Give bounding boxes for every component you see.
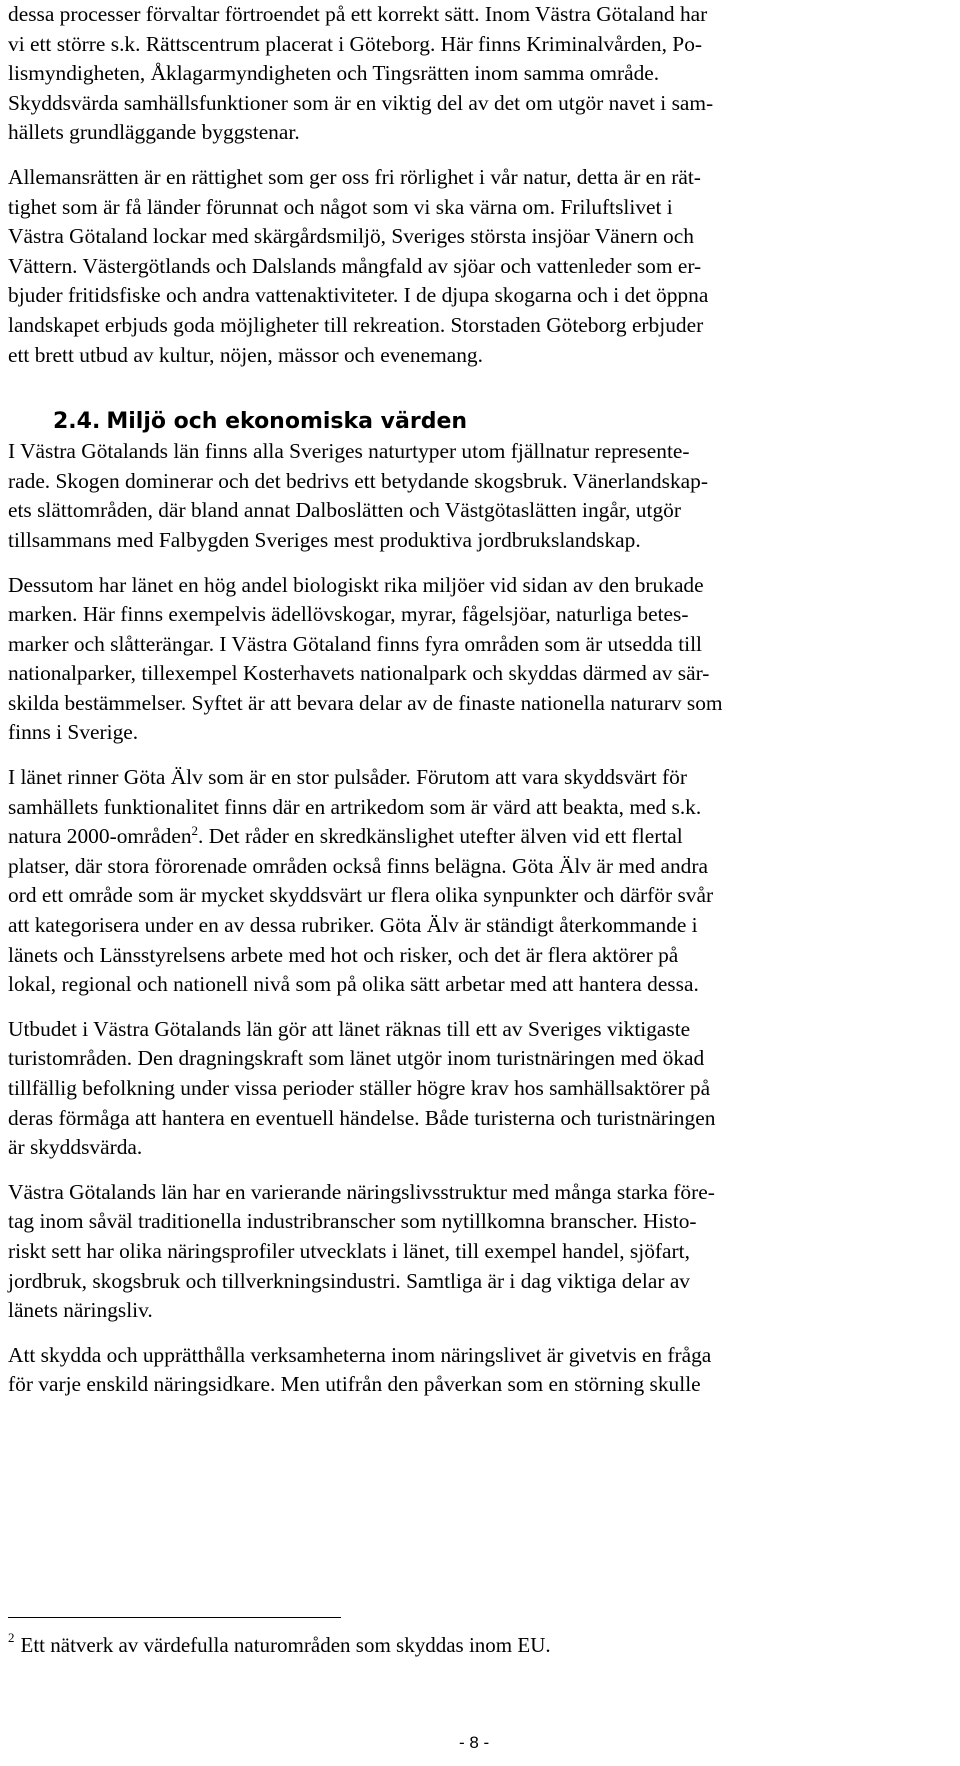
text-line: vi ett större s.k. Rättscentrum placerat i Göteborg. Här finns Kriminalvården, Po- — [8, 31, 703, 56]
text-fragment: natura 2000-områden — [8, 824, 192, 849]
text-line: Allemansrätten är en rättighet som ger oss fri rörlighet i vår natur, detta är en rät- — [8, 164, 701, 189]
text-line — [8, 824, 683, 848]
paragraph — [8, 1015, 923, 1163]
footnote-separator — [8, 1617, 341, 1618]
paragraph — [8, 0, 923, 148]
text-line: marker och slåtterängar. I Västra Götaland finns fyra områden som är utsedda till — [8, 631, 702, 656]
footnote-text: Ett nätverk av värdefulla naturområden som skyddas inom EU. — [20, 1633, 551, 1657]
text-line: Vättern. Västergötlands och Dalslands mångfald av sjöar och vattenleder som er- — [8, 253, 702, 278]
text-line: att kategorisera under en av dessa rubriker. Göta Älv är ständigt återkommande i — [8, 913, 698, 938]
text-line: bjuder fritidsfiske och andra vattenaktiviteter. I de djupa skogarna och i det öppna — [8, 283, 709, 308]
text-line: samhällets funktionalitet finns där en artrikedom som är värd att beakta, med s.k. — [8, 794, 702, 819]
section-title: Miljö och ekonomiska värden — [106, 409, 468, 435]
text-line: länets och Länsstyrelsens arbete med hot och risker, och det är flera aktörer på — [8, 942, 679, 967]
section-heading — [53, 407, 923, 437]
text-line: ett brett utbud av kultur, nöjen, mässor och evenemang. — [8, 342, 483, 367]
text-line: Att skydda och upprätthålla verksamheterna inom näringslivet är givetvis en fråga — [8, 1342, 712, 1367]
text-line: turistområden. Den dragningskraft som länet utgör inom turistnäringen med ökad — [8, 1046, 705, 1071]
text-line: platser, där stora förorenade områden också finns belägna. Göta Älv är med andra — [8, 853, 708, 878]
text-line: tag inom såväl traditionella industribranscher som nytillkomna branscher. Histo- — [8, 1209, 697, 1234]
text-line: finns i Sverige. — [8, 720, 139, 745]
paragraph — [8, 763, 923, 1000]
text-line: länets näringsliv. — [8, 1298, 153, 1323]
text-line: Västra Götaland lockar med skärgårdsmiljö, Sveriges största insjöar Vänern och — [8, 224, 694, 249]
text-line: rade. Skogen dominerar och det bedrivs ett betydande skogsbruk. Vänerlandskap- — [8, 468, 708, 493]
text-line: ord ett område som är mycket skyddsvärt ur flera olika synpunkter och därför svår — [8, 883, 714, 908]
text-line: för varje enskild näringsidkare. Men utifrån den påverkan som en störning skulle — [8, 1372, 701, 1397]
text-line: är skyddsvärda. — [8, 1135, 143, 1160]
body-text — [8, 0, 923, 1400]
paragraph — [8, 1341, 923, 1400]
text-line: skilda bestämmelser. Syftet är att bevara delar av de finaste nationella naturarv som — [8, 690, 723, 715]
text-line: deras förmåga att hantera en eventuell händelse. Både turisterna och turistnäringen — [8, 1105, 716, 1130]
text-line: tillsammans med Falbygden Sveriges mest produktiva jordbrukslandskap. — [8, 527, 641, 552]
page-number: - 8 - — [459, 1733, 490, 1752]
text-line: Västra Götalands län har en varierande näringslivsstruktur med många starka före- — [8, 1179, 715, 1204]
text-line: lokal, regional och nationell nivå som på olika sätt arbetar med att hantera dessa. — [8, 972, 699, 997]
text-line: lismyndigheten, Åklagarmyndigheten och Tingsrätten inom samma område. — [8, 61, 660, 86]
paragraph — [8, 571, 923, 749]
text-line: ets slättområden, där bland annat Dalboslätten och Västgötaslätten ingår, utgör — [8, 498, 681, 523]
section-number: 2.4. — [53, 409, 101, 435]
text-line: marken. Här finns exempelvis ädellövskogar, myrar, fågelsjöar, naturliga betes- — [8, 602, 689, 627]
text-line: tillfällig befolkning under vissa perioder ställer högre krav hos samhällsaktörer på — [8, 1076, 711, 1100]
text-line: dessa processer förvaltar förtroendet på ett korrekt sätt. Inom Västra Götaland har — [8, 2, 708, 26]
text-line: I Västra Götalands län finns alla Sveriges naturtyper utom fjällnatur represente- — [8, 439, 690, 464]
paragraph — [8, 163, 923, 370]
text-fragment: . Det råder en skredkänslighet utefter älven vid ett flertal — [198, 824, 683, 849]
text-line: landskapet erbjuds goda möjligheter till rekreation. Storstaden Göteborg erbjuder — [8, 312, 704, 337]
text-line: Dessutom har länet en hög andel biologiskt rika miljöer vid sidan av den brukade — [8, 572, 704, 597]
text-line: I länet rinner Göta Älv som är en stor pulsåder. Förutom att vara skyddsvärt för — [8, 765, 687, 790]
footnote-reference: 2 — [191, 823, 199, 839]
text-line: riskt sett har olika näringsprofiler utvecklats i länet, till exempel handel, sjöfart, — [8, 1238, 690, 1263]
paragraph — [8, 1178, 923, 1326]
text-line: jordbruk, skogsbruk och tillverkningsindustri. Samtliga är i dag viktiga delar av — [8, 1268, 691, 1293]
text-line: Utbudet i Västra Götalands län gör att länet räknas till ett av Sveriges viktigaste — [8, 1016, 691, 1041]
footnote — [8, 1631, 551, 1660]
text-line: hällets grundläggande byggstenar. — [8, 120, 300, 145]
footnote-mark: 2 — [8, 1630, 15, 1645]
text-line: nationalparker, tillexempel Kosterhavets nationalpark och skyddas därmed av sär- — [8, 661, 710, 686]
paragraph — [8, 437, 923, 555]
text-line: tighet som är få länder förunnat och något som vi ska värna om. Friluftslivet i — [8, 194, 673, 219]
text-line: Skyddsvärda samhällsfunktioner som är en viktig del av det om utgör navet i sam- — [8, 90, 714, 115]
